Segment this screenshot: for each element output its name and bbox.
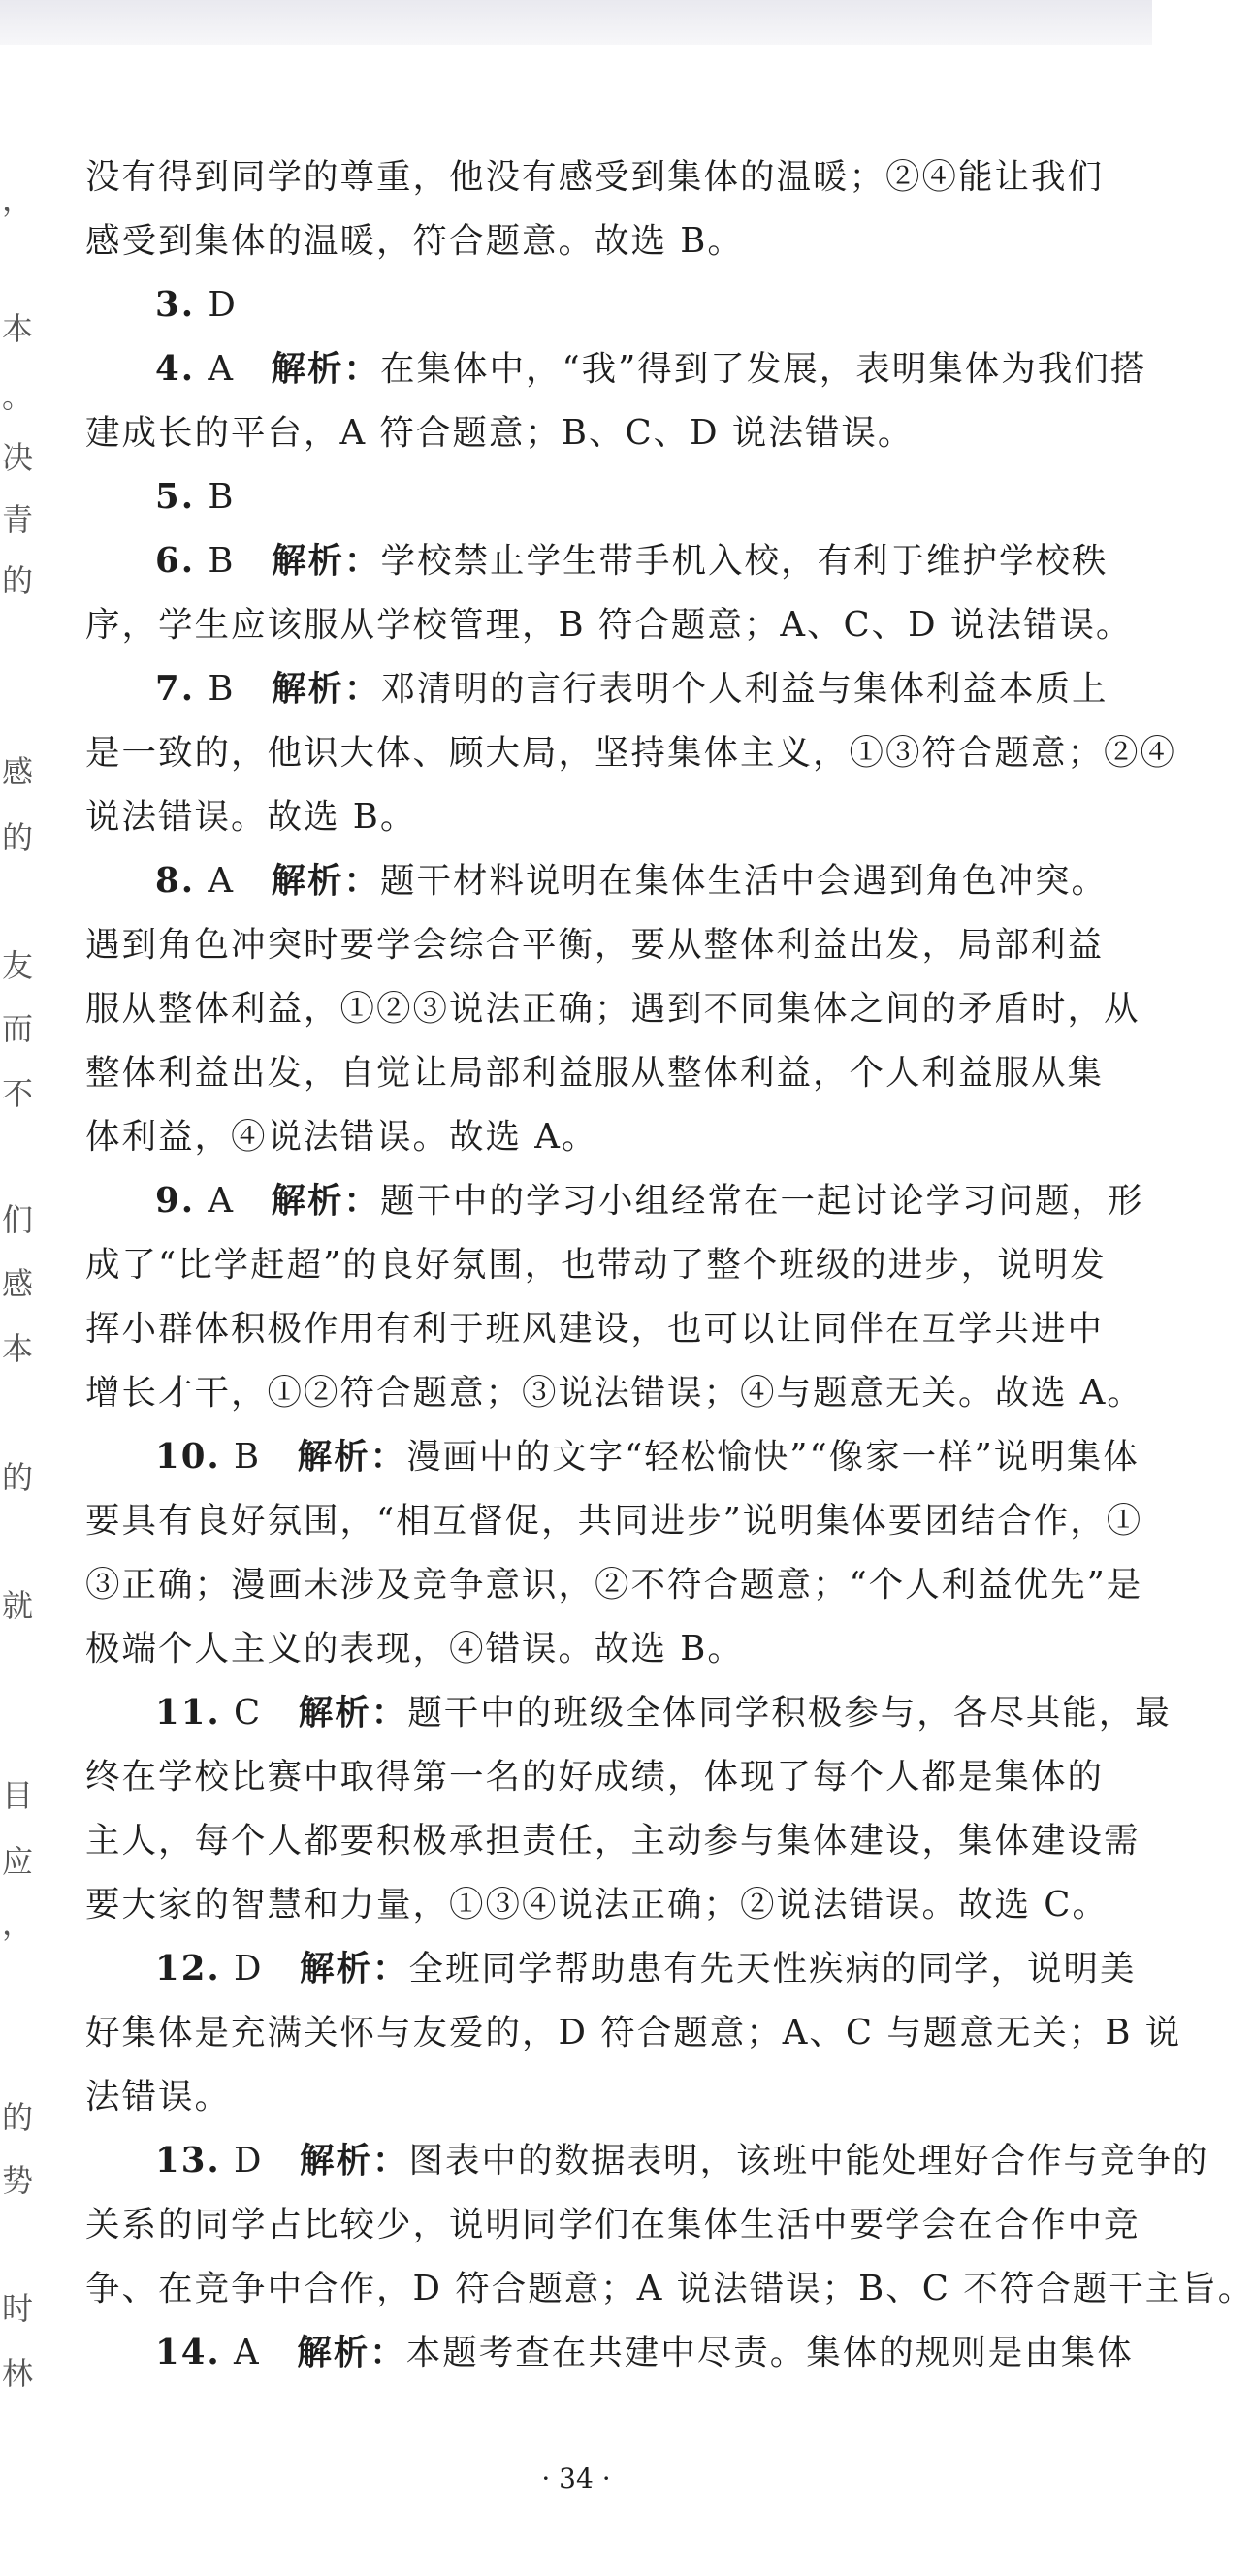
analysis-label: 解析：: [297, 1437, 407, 1477]
answer-letter: D: [220, 1949, 301, 1988]
text-line: [85, 1681, 1172, 1745]
text-line: [85, 2321, 1134, 2385]
text-line: [85, 1041, 1123, 1105]
text-line: [85, 2001, 1182, 2065]
line-text: 服从整体利益，①②③说法正确；遇到不同集体之间的矛盾时，从: [85, 989, 1141, 1029]
analysis-label: 解析：: [300, 2141, 409, 2180]
analysis-label: 解析：: [271, 349, 380, 389]
left-edge-char: 感: [2, 753, 34, 790]
analysis-text: 题干中的班级全体同学积极参与，各尽其能，最: [407, 1693, 1172, 1733]
text-line: [85, 2129, 1209, 2193]
line-text: 遇到角色冲突时要学会综合平衡，要从整体利益出发，局部利益: [85, 925, 1105, 965]
answer-letter: D: [195, 285, 238, 325]
answer-text-body: [85, 145, 1254, 2385]
analysis-text: 在集体中，“我”得到了发展，表明集体为我们搭: [380, 349, 1147, 389]
answer-letter: B: [195, 669, 272, 709]
line-text: ③正确；漫画未涉及竞争意识，②不符合题意；“个人利益优先”是: [85, 1565, 1143, 1605]
answer-letter: C: [220, 1693, 299, 1733]
text-line: [85, 1809, 1141, 1873]
text-line: [85, 1745, 1123, 1809]
analysis-text: 邓清明的言行表明个人利益与集体利益本质上: [380, 669, 1109, 709]
scan-top-strip: [0, 0, 1152, 45]
line-text: 增长才干，①②符合题意；③说法错误；④与题意无关。故选 A。: [85, 1373, 1143, 1413]
line-text: 挥小群体积极作用有利于班风建设，也可以让同伴在互学共进中: [85, 1309, 1105, 1349]
line-text: 整体利益出发，自觉让局部利益服从整体利益，个人利益服从集: [85, 1053, 1105, 1093]
analysis-label: 解析：: [271, 541, 381, 581]
answer-letter: A: [195, 349, 272, 389]
line-text: 序，学生应该服从学校管理，B 符合题意；A、C、D 说法错误。: [85, 605, 1133, 645]
text-line: [85, 593, 1133, 657]
left-edge-fragments: [0, 0, 58, 2576]
line-text: 好集体是充满关怀与友爱的，D 符合题意；A、C 与题意无关；B 说: [85, 2013, 1182, 2052]
left-edge-char: ，: [2, 181, 34, 218]
text-line: [85, 721, 1177, 785]
left-edge-char: 时: [2, 2290, 34, 2327]
analysis-text: 题干中的学习小组经常在一起讨论学习问题，形: [380, 1181, 1144, 1221]
line-text: 体利益，④说法错误。故选 A。: [85, 1117, 598, 1157]
left-edge-char: 不: [2, 1075, 34, 1112]
left-edge-char: 目: [2, 1777, 34, 1814]
answer-letter: D: [220, 2141, 301, 2180]
analysis-text: 图表中的数据表明，该班中能处理好合作与竞争的: [408, 2141, 1209, 2180]
text-line: [85, 977, 1141, 1041]
text-line: [85, 1361, 1143, 1425]
line-text: 终在学校比赛中取得第一名的好成绩，体现了每个人都是集体的: [85, 1757, 1105, 1797]
answer-letter: B: [195, 477, 236, 517]
text-line: [85, 529, 1123, 593]
line-text: 关系的同学占比较少，说明同学们在集体生活中要学会在合作中竞: [85, 2205, 1141, 2244]
text-line: [85, 1553, 1143, 1617]
question-number: 11.: [155, 1693, 221, 1733]
text-line: [85, 1617, 1123, 1681]
left-edge-char: 青: [2, 501, 34, 538]
analysis-label: 解析：: [271, 861, 380, 901]
left-edge-char: 的: [2, 1459, 34, 1496]
text-line: [85, 1297, 1123, 1361]
left-edge-char: 。: [2, 378, 34, 415]
line-text: 是一致的，他识大体、顾大局，坚持集体主义，①③符合题意；②④: [85, 733, 1177, 773]
line-text: 成了“比学赶超”的良好氛围，也带动了整个班级的进步，说明发: [85, 1245, 1107, 1285]
answer-letter: A: [195, 861, 272, 901]
line-text: 极端个人主义的表现，④错误。故选 B。: [85, 1629, 744, 1669]
left-edge-char: 本: [2, 1330, 34, 1367]
line-text: 说法错误。故选 B。: [85, 797, 417, 837]
analysis-text: 漫画中的文字“轻松愉快”“像家一样”说明集体: [406, 1437, 1140, 1477]
left-edge-char: 本: [2, 310, 34, 347]
text-line: [85, 1169, 1144, 1233]
analysis-text: 全班同学帮助患有先天性疾病的同学，说明美: [408, 1949, 1137, 1988]
text-line: [85, 849, 1123, 913]
line-text: 要大家的智慧和力量，①③④说法正确；②说法错误。故选 C。: [85, 1885, 1109, 1924]
left-edge-char: 势: [2, 2162, 34, 2199]
text-line: [85, 2065, 1123, 2129]
text-line: [85, 1937, 1137, 2001]
left-edge-char: 林: [2, 2355, 34, 2392]
text-line: [85, 2257, 1254, 2321]
text-line: [85, 1489, 1143, 1553]
question-number: 12.: [155, 1949, 221, 1988]
analysis-text: 本题考查在共建中尽责。集体的规则是由集体: [405, 2333, 1134, 2372]
page-number: · 34 ·: [541, 2463, 611, 2495]
text-line: [85, 273, 1123, 337]
text-line: [85, 1873, 1123, 1937]
analysis-label: 解析：: [298, 1693, 408, 1733]
question-number: 13.: [155, 2141, 221, 2180]
line-text: 建成长的平台，A 符合题意；B、C、D 说法错误。: [85, 413, 915, 453]
text-line: [85, 145, 1123, 209]
left-edge-char: 的: [2, 2099, 34, 2136]
left-edge-char: 就: [2, 1587, 34, 1624]
line-text: 主人，每个人都要积极承担责任，主动参与集体建设，集体建设需: [85, 1821, 1141, 1860]
analysis-text: 题干材料说明在集体生活中会遇到角色冲突。: [380, 861, 1109, 901]
answer-letter: B: [195, 541, 272, 581]
question-number: 9.: [155, 1181, 196, 1221]
analysis-label: 解析：: [271, 669, 381, 709]
question-number: 4.: [155, 349, 196, 389]
analysis-label: 解析：: [271, 1181, 380, 1221]
left-edge-char: 感: [2, 1265, 34, 1302]
question-number: 3.: [155, 285, 196, 325]
text-line: [85, 1105, 1123, 1169]
question-number: 10.: [155, 1437, 221, 1477]
text-line: [85, 1425, 1140, 1489]
left-edge-char: 们: [2, 1201, 34, 1238]
left-edge-char: ，: [2, 1905, 34, 1942]
left-edge-char: 的: [2, 562, 34, 599]
answer-letter: B: [220, 1437, 298, 1477]
text-line: [85, 465, 1123, 529]
answer-letter: A: [195, 1181, 272, 1221]
question-number: 6.: [155, 541, 196, 581]
analysis-label: 解析：: [300, 1949, 409, 1988]
left-edge-char: 的: [2, 819, 34, 856]
left-edge-char: 决: [2, 439, 34, 476]
question-number: 14.: [155, 2333, 221, 2372]
question-number: 5.: [155, 477, 196, 517]
left-edge-char: 友: [2, 947, 34, 984]
line-text: 争、在竞争中合作，D 符合题意；A 说法错误；B、C 不符合题干主旨。: [85, 2269, 1254, 2308]
text-line: [85, 913, 1123, 977]
text-line: [85, 337, 1147, 401]
text-line: [85, 401, 1123, 465]
line-text: 感受到集体的温暖，符合题意。故选 B。: [85, 221, 744, 261]
line-text: 法错误。: [85, 2077, 232, 2116]
analysis-text: 学校禁止学生带手机入校，有利于维护学校秩: [380, 541, 1109, 581]
text-line: [85, 657, 1123, 721]
text-line: [85, 785, 1123, 849]
line-text: 要具有良好氛围，“相互督促，共同进步”说明集体要团结合作，①: [85, 1501, 1143, 1541]
text-line: [85, 2193, 1141, 2257]
left-edge-char: 而: [2, 1010, 34, 1047]
question-number: 8.: [155, 861, 196, 901]
text-line: [85, 209, 1123, 273]
text-line: [85, 1233, 1123, 1297]
analysis-label: 解析：: [297, 2333, 406, 2372]
answer-letter: A: [220, 2333, 298, 2372]
line-text: 没有得到同学的尊重，他没有感受到集体的温暖；②④能让我们: [85, 157, 1105, 197]
question-number: 7.: [155, 669, 196, 709]
left-edge-char: 应: [2, 1843, 34, 1880]
